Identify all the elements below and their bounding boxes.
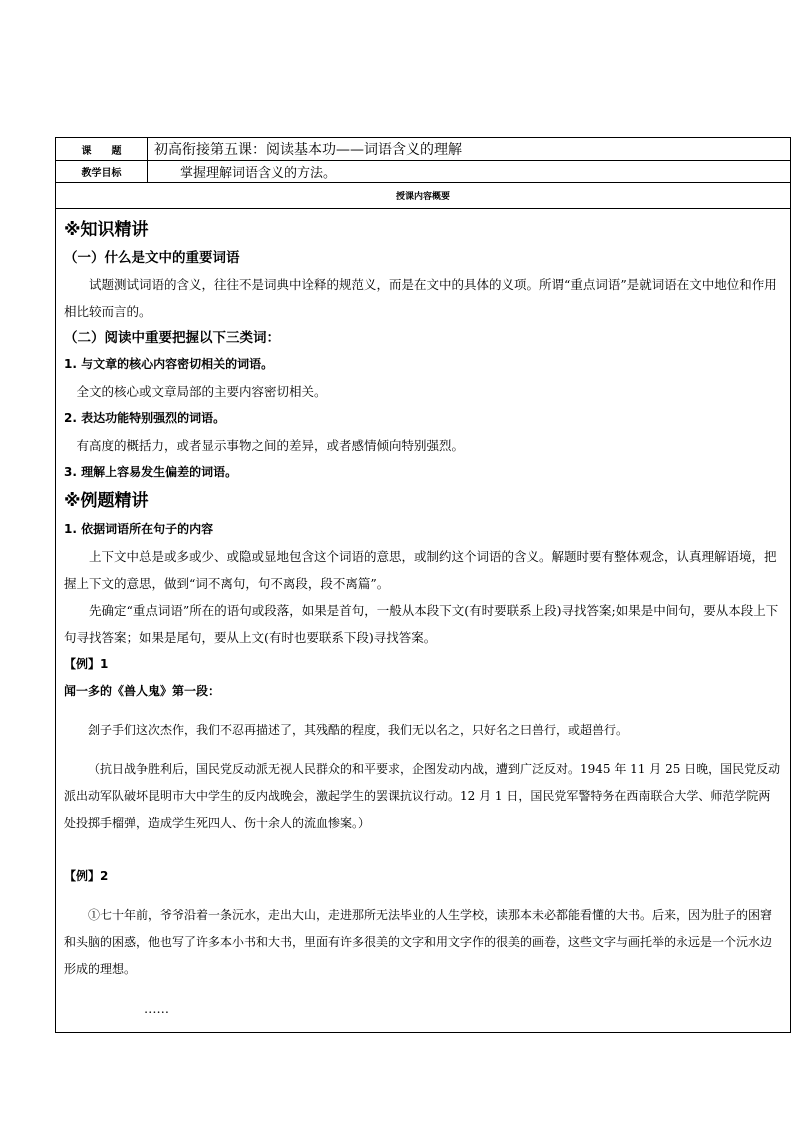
section-title-knowledge: ※知识精讲	[64, 220, 149, 240]
summary-header	[56, 183, 790, 209]
item-title-3: 3. 理解上容易发生偏差的词语。	[64, 465, 238, 479]
topic-row	[56, 138, 790, 161]
example-1-source: 闻一多的《兽人鬼》第一段：	[64, 684, 221, 698]
goal-value: 掌握理解词语含义的方法。	[180, 166, 337, 181]
item-text-2: 有高度的概括力，或者显示事物之间的差异，或者感情倾向特别强烈。	[76, 438, 465, 453]
subsection-title-1: （一）什么是文中的重要词语	[64, 250, 240, 266]
example-1-label: 【例】1	[64, 657, 109, 671]
item-title-1: 1. 与文章的核心内容密切相关的词语。	[64, 357, 274, 371]
topic-label: 课 题	[56, 138, 148, 160]
lesson-table	[55, 137, 791, 1033]
method-paragraph-2: 先确定“重点词语”所在的语句或段落，如果是首句，一般从本段下文(有时要联系上段)寻找答案;如果是中间句，要从本段上下句寻找答案；如果是尾句，要从上文(有时也要联系下段)寻找答案。	[64, 603, 779, 645]
subsection-text-1: 试题测试词语的含义，往往不是词典中诠释的规范义，而是在文中的具体的义项。所谓“重点词语”是就词语在文中地位和作用相比较而言的。	[64, 277, 777, 319]
subsection-title-2: （二）阅读中重要把握以下三类词：	[64, 330, 280, 346]
goal-label: 教学目标	[56, 161, 148, 182]
example-method-title: 1. 依据词语所在句子的内容	[64, 522, 214, 536]
example-2-label: 【例】2	[64, 869, 109, 883]
method-paragraph-1: 上下文中总是或多或少、或隐或显地包含这个词语的意思，或制约这个词语的含义。解题时要有整体观念，认真理解语境，把握上下文的意思，做到“词不离句，句不离段，段不离篇”。	[64, 549, 777, 591]
example-2-text: ①七十年前，爷爷沿着一条沅水，走出大山，走进那所无法毕业的人生学校，读那本未必都能看懂的大书。后来，因为肚子的困窘和头脑的困惑，他也写了许多本小书和大书，里面有许多很美的文字和用文字作的很美的画卷，这些文字与画托举的永远是一个沅水边形成的理想。	[64, 908, 773, 976]
example-1-note: （抗日战争胜利后，国民党反动派无视人民群众的和平要求，企图发动内战，遭到广泛反对。1945 年 11 月 25 日晚，国民党反动派出动军队破坏昆明市大中学生的反内战晚会，激起学生的罢课抗议行动。12 月 1 日，国民党军警特务在西南联合大学、师范学院两处投掷手榴弹，造成学生死四人、伤十余人的流血惨案。）	[64, 762, 781, 830]
item-text-1: 全文的核心或文章局部的主要内容密切相关。	[76, 384, 327, 399]
example-1-quote: 刽子手们这次杰作，我们不忍再描述了，其残酷的程度，我们无以名之，只好名之曰兽行，或超兽行。	[88, 723, 629, 737]
section-title-examples: ※例题精讲	[64, 491, 149, 511]
summary-label: 授课内容概要	[395, 192, 450, 202]
goal-row	[56, 161, 790, 183]
item-title-2: 2. 表达功能特别强烈的词语。	[64, 411, 226, 425]
topic-value: 初高衔接第五课：阅读基本功——词语含义的理解	[154, 142, 462, 158]
ellipsis: ……	[144, 1001, 169, 1016]
content-body	[56, 209, 790, 1032]
